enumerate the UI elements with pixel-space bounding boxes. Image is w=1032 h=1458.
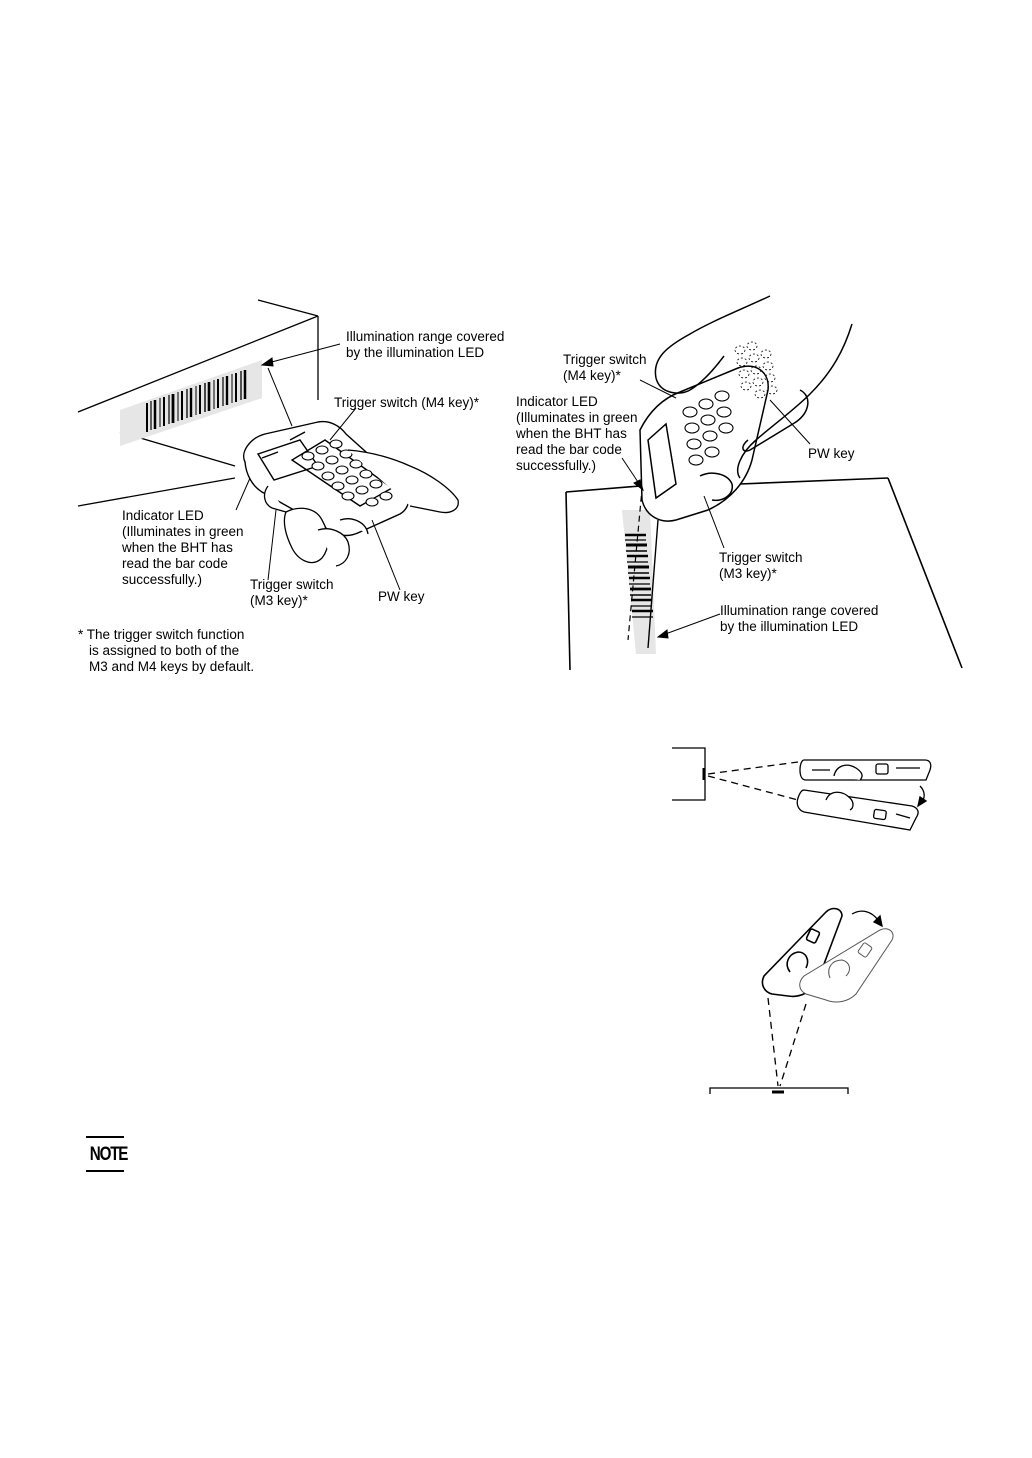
fig2-led-label-2: (Illuminates in green xyxy=(516,410,638,425)
fig2-pw-label: PW key xyxy=(808,446,855,461)
fig2-led-label-3: when the BHT has xyxy=(516,426,627,441)
fig1-led-label-4: read the bar code xyxy=(122,556,228,571)
note-icon xyxy=(86,1136,128,1172)
fig1-led-label-1: Indicator LED xyxy=(122,508,204,523)
fig1-illumination-label-2: by the illumination LED xyxy=(346,345,485,360)
fig2-illumination-label-1: Illumination range covered xyxy=(720,603,879,618)
fig2-m4-label-1: Trigger switch xyxy=(563,352,647,367)
note-label: NOTE xyxy=(89,1144,128,1165)
fig1-pw-label: PW key xyxy=(378,589,425,604)
fig2-m4-label-2: (M4 key)* xyxy=(563,368,621,383)
footnote-line-1: * The trigger switch function xyxy=(78,627,245,642)
fig2-illumination-label-2: by the illumination LED xyxy=(720,619,859,634)
fig2-led-label-1: Indicator LED xyxy=(516,394,598,409)
note-top-rule xyxy=(86,1136,124,1138)
fig2-led-label-4: read the bar code xyxy=(516,442,622,457)
fig1-led-label-2: (Illuminates in green xyxy=(122,524,244,539)
fig1-m3-label-1: Trigger switch xyxy=(250,577,334,592)
fig2-m3-label-2: (M3 key)* xyxy=(719,566,777,581)
footnote-line-2: is assigned to both of the xyxy=(89,643,240,658)
tilt-beam-2 xyxy=(768,998,806,1086)
fig1-illumination-label-1: Illumination range covered xyxy=(346,329,505,344)
fig1-led-label-5: successfully.) xyxy=(122,572,203,587)
footnote-line-3: M3 and M4 keys by default. xyxy=(89,659,255,674)
fig2-led-label-5: successfully.) xyxy=(516,458,597,473)
note-bottom-rule xyxy=(86,1170,124,1172)
fig2-m3-label-1: Trigger switch xyxy=(719,550,803,565)
fig1-m4-label: Trigger switch (M4 key)* xyxy=(334,395,480,410)
tilt-arrow-2 xyxy=(852,911,878,920)
fig1-m3-label-2: (M3 key)* xyxy=(250,593,308,608)
fig1-led-label-3: when the BHT has xyxy=(122,540,233,555)
